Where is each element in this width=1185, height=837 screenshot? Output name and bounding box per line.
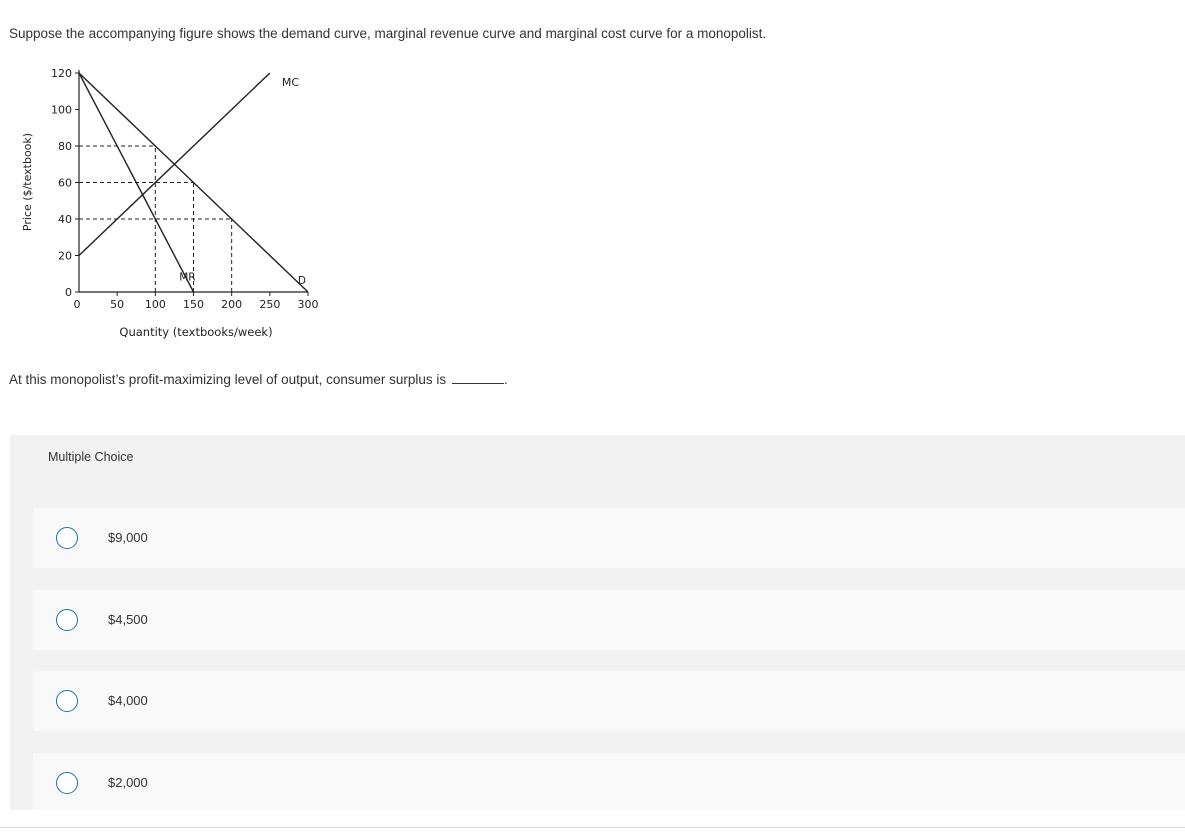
choice-label: $4,000 xyxy=(108,693,148,708)
answer-blank xyxy=(452,373,504,384)
x-tick-label-300: 300 xyxy=(297,298,319,311)
x-tick-label-200: 200 xyxy=(221,298,243,311)
prompt-text: At this monopolist’s profit-maximizing level of output, consumer surplus is xyxy=(9,372,447,387)
monopoly-figure xyxy=(0,60,340,355)
series-label-mc: MC xyxy=(281,76,300,89)
y-axis-label: Price ($/textbook) xyxy=(21,132,34,232)
x-tick-label-0: 0 xyxy=(73,298,81,311)
choice-option-2[interactable] xyxy=(33,590,1185,650)
choice-label: $4,500 xyxy=(108,612,148,627)
question-intro: Suppose the accompanying figure shows the demand curve, marginal revenue curve and marginal cost curve for a monopolist. xyxy=(9,26,767,41)
y-tick-label-80: 80 xyxy=(58,140,72,153)
y-tick-label-40: 40 xyxy=(58,213,72,226)
x-tick-label-150: 150 xyxy=(183,298,204,311)
radio-button[interactable] xyxy=(56,527,78,549)
y-tick-label-0: 0 xyxy=(65,286,72,299)
y-tick-label-20: 20 xyxy=(58,249,72,263)
radio-button[interactable] xyxy=(56,609,78,631)
monopoly-chart xyxy=(0,60,340,350)
y-tick-label-60: 60 xyxy=(58,176,72,190)
bottom-divider xyxy=(0,827,1185,828)
choice-option-3[interactable] xyxy=(33,671,1185,731)
radio-button[interactable] xyxy=(56,690,78,712)
multiple-choice-panel xyxy=(10,435,1185,810)
x-tick-label-100: 100 xyxy=(144,298,166,311)
y-tick-label-120: 120 xyxy=(51,67,72,80)
choice-option-4[interactable] xyxy=(33,753,1185,810)
x-tick-label-250: 250 xyxy=(259,298,281,311)
series-label-mr: MR xyxy=(179,271,196,284)
series-label-d: D xyxy=(297,275,306,288)
multiple-choice-label: Multiple Choice xyxy=(48,450,134,464)
choice-option-1[interactable] xyxy=(33,508,1185,568)
choice-label: $2,000 xyxy=(108,775,148,790)
x-tick-label-50: 50 xyxy=(110,298,125,311)
prompt-end: . xyxy=(503,372,508,387)
choice-label: $9,000 xyxy=(108,530,148,545)
series-line-d xyxy=(79,73,308,292)
radio-button[interactable] xyxy=(56,772,78,794)
y-tick-label-100: 100 xyxy=(51,103,72,117)
x-axis-label: Quantity (textbooks/week) xyxy=(119,325,273,339)
question-prompt xyxy=(9,372,508,387)
